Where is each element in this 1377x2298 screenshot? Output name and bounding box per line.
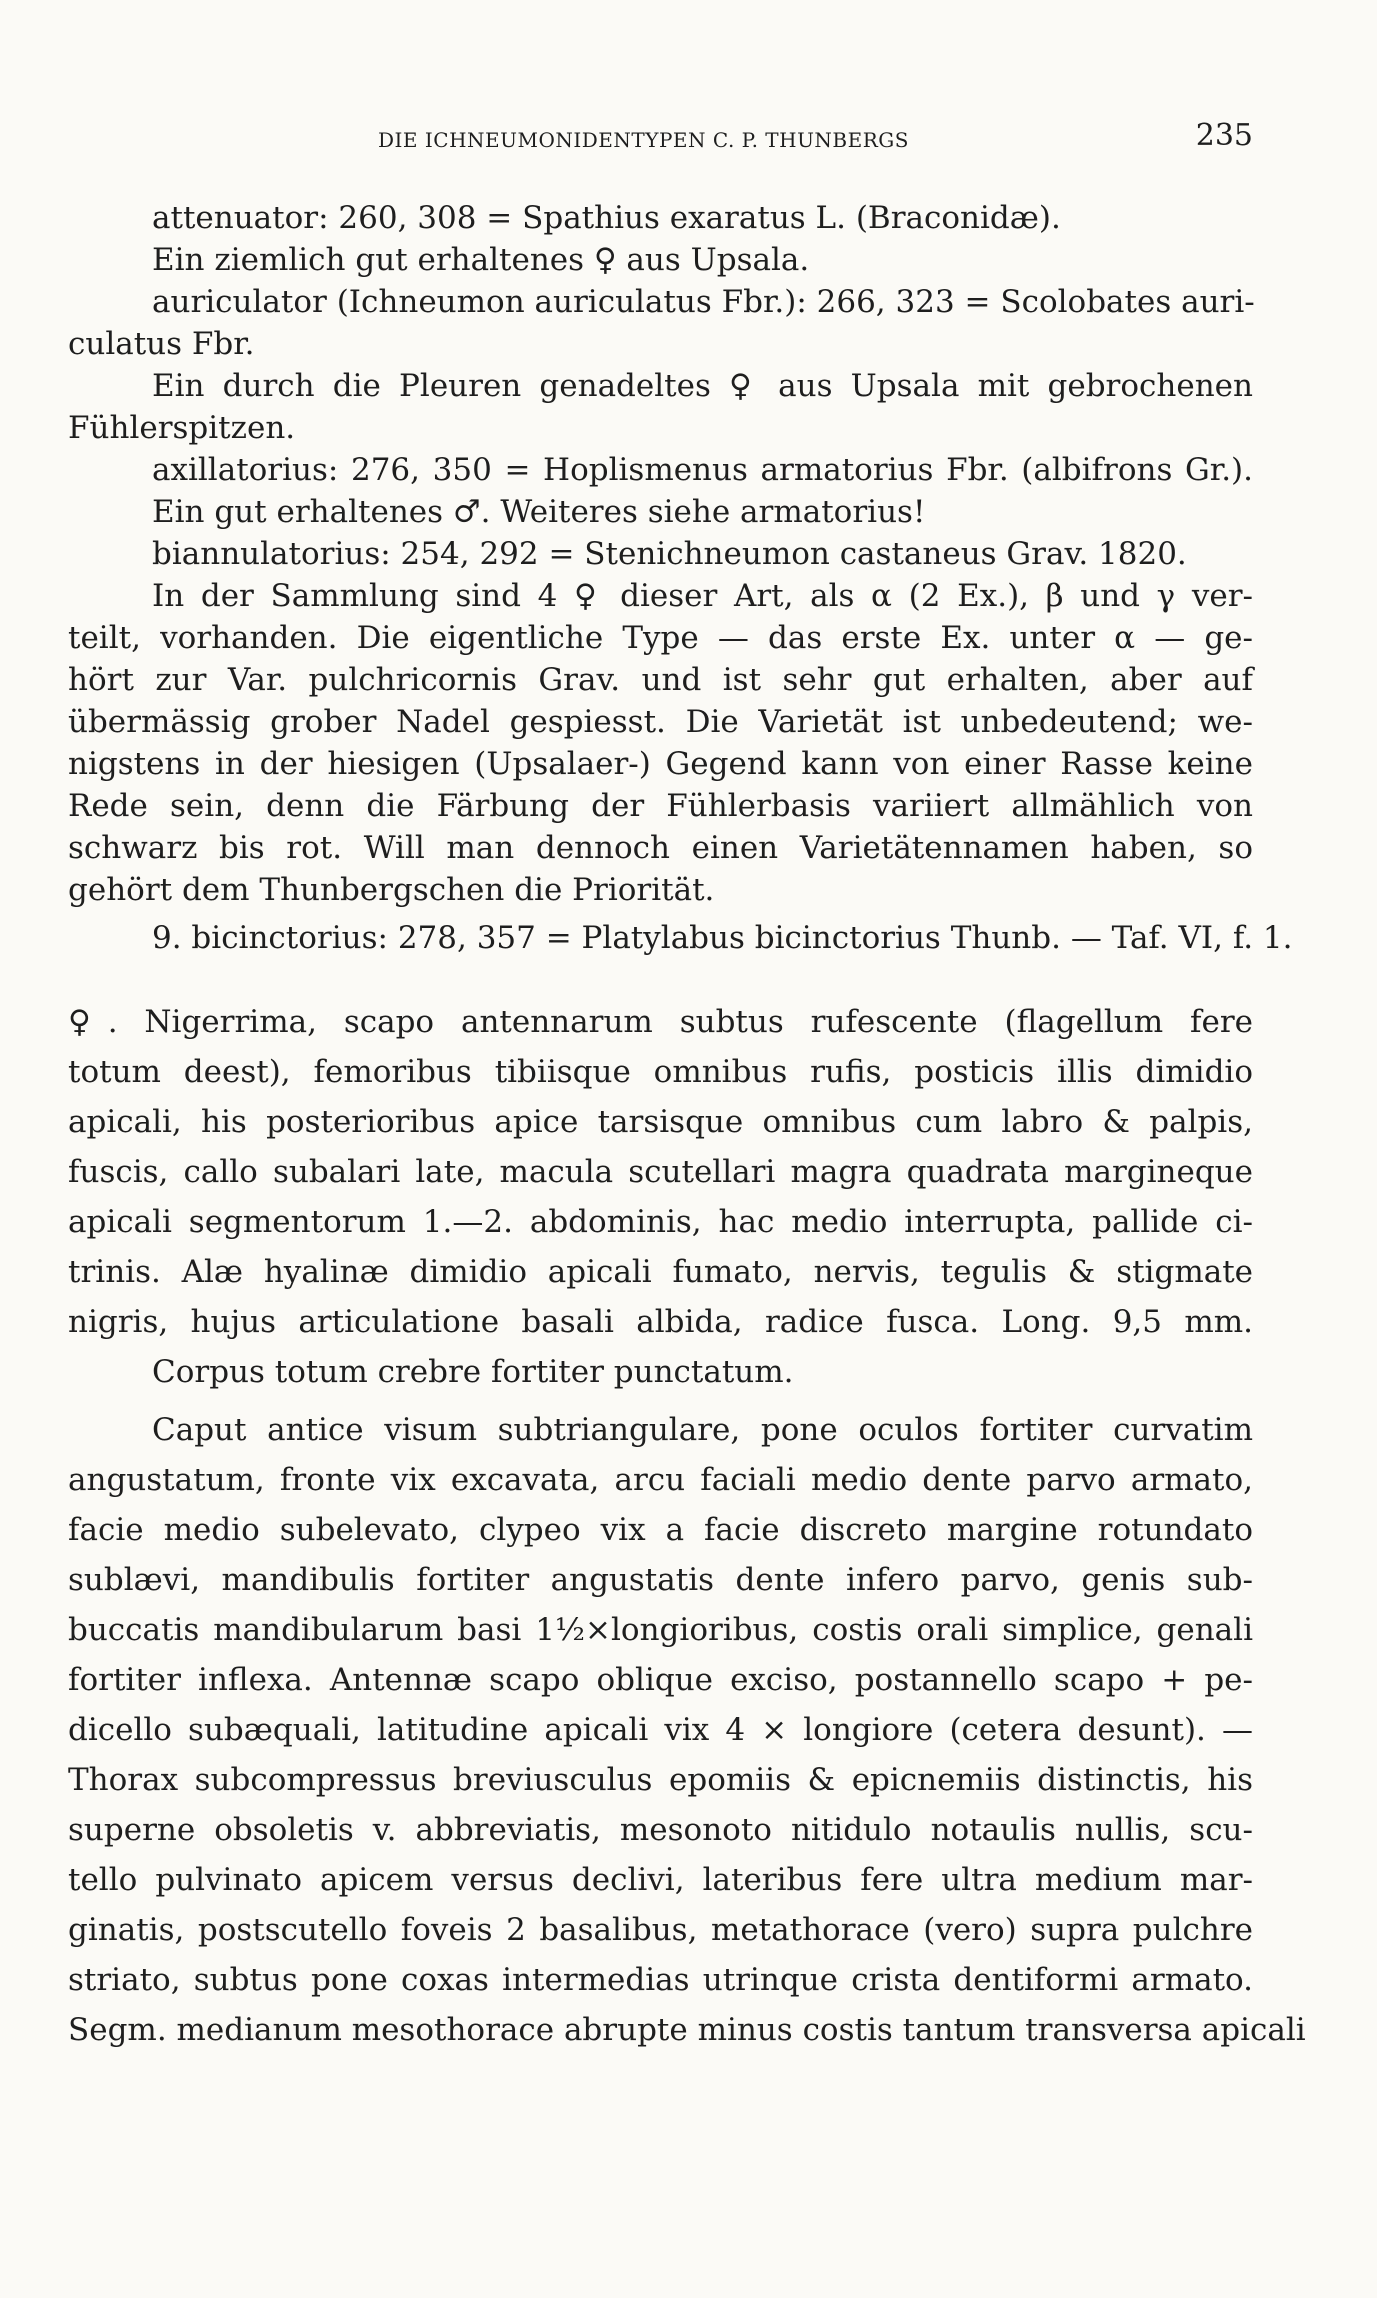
running-title: DIE ICHNEUMONIDENTYPEN C. P. THUNBERGS: [378, 128, 909, 152]
text-line: Segm. medianum mesothorace abrupte minus costis tantum transversa apicali: [68, 2012, 1306, 2048]
text-line: Ein gut erhaltenes ♂. Weiteres siehe armatorius!: [152, 494, 926, 530]
text-line: hört zur Var. pulchricornis Grav. und ist sehr gut erhalten, aber auf: [68, 662, 1253, 698]
text-line: fortiter inflexa. Antennæ scapo oblique exciso, postannello scapo + pe-: [68, 1662, 1253, 1698]
text-line: auriculator (Ichneumon auriculatus Fbr.): 266, 323 = Scolobates auri-: [152, 284, 1255, 320]
text-line: angustatum, fronte vix excavata, arcu faciali medio dente parvo armato,: [68, 1462, 1253, 1498]
text-line: Ein ziemlich gut erhaltenes ♀ aus Upsala.: [152, 242, 810, 278]
text-line: Caput antice visum subtriangulare, pone oculos fortiter curvatim: [152, 1412, 1253, 1448]
text-line: Ein durch die Pleuren genadeltes ♀ aus Upsala mit gebrochenen: [152, 368, 1253, 404]
text-line: axillatorius: 276, 350 = Hoplismenus armatorius Fbr. (albifrons Gr.).: [152, 452, 1253, 488]
text-line: apicali segmentorum 1.—2. abdominis, hac medio interrupta, pallide ci-: [68, 1204, 1253, 1240]
text-line: trinis. Alæ hyalinæ dimidio apicali fumato, nervis, tegulis & stigmate: [68, 1254, 1253, 1290]
text-line: ginatis, postscutello foveis 2 basalibus, metathorace (vero) supra pulchre: [68, 1912, 1253, 1948]
text-line: biannulatorius: 254, 292 = Stenichneumon castaneus Grav. 1820.: [152, 536, 1187, 572]
page-header: [68, 118, 1253, 158]
text-line: totum deest), femoribus tibiisque omnibus rufis, posticis illis dimidio: [68, 1054, 1253, 1090]
text-line: culatus Fbr.: [68, 326, 255, 362]
page-number: 235: [1195, 118, 1253, 153]
text-line: Thorax subcompressus breviusculus epomiis & epicnemiis distinctis, his: [68, 1762, 1253, 1798]
text-line: teilt, vorhanden. Die eigentliche Type — das erste Ex. unter α — ge-: [68, 620, 1253, 656]
text-line: nigris, hujus articulatione basali albida, radice fusca. Long. 9,5 mm.: [68, 1304, 1253, 1340]
text-line: fuscis, callo subalari late, macula scutellari magra quadrata margineque: [68, 1154, 1253, 1190]
text-line: tello pulvinato apicem versus declivi, lateribus fere ultra medium mar-: [68, 1862, 1253, 1898]
text-line: attenuator: 260, 308 = Spathius exaratus L. (Braconidæ).: [152, 200, 1061, 236]
text-line: schwarz bis rot. Will man dennoch einen Varietätennamen haben, so: [68, 830, 1253, 866]
text-line: facie medio subelevato, clypeo vix a facie discreto margine rotundato: [68, 1512, 1253, 1548]
text-line: striato, subtus pone coxas intermedias utrinque crista dentiformi armato.: [68, 1962, 1253, 1998]
text-line: dicello subæquali, latitudine apicali vix 4 × longiore (cetera desunt). —: [68, 1712, 1253, 1748]
text-line: 9. bicinctorius: 278, 357 = Platylabus bicinctorius Thunb. — Taf. VI, f. 1.: [152, 920, 1293, 956]
text-line: Fühlerspitzen.: [68, 410, 296, 446]
text-line: buccatis mandibularum basi 1½×longioribus, costis orali simplice, genali: [68, 1612, 1253, 1648]
text-line: übermässig grober Nadel gespiesst. Die Varietät ist unbedeutend; we-: [68, 704, 1253, 740]
text-line: apicali, his posterioribus apice tarsisque omnibus cum labro & palpis,: [68, 1104, 1253, 1140]
text-line: ♀. Nigerrima, scapo antennarum subtus rufescente (flagellum fere: [68, 1004, 1253, 1040]
text-line: Rede sein, denn die Färbung der Fühlerbasis variiert allmählich von: [68, 788, 1253, 824]
text-line: sublævi, mandibulis fortiter angustatis dente infero parvo, genis sub-: [68, 1562, 1253, 1598]
text-line: nigstens in der hiesigen (Upsalaer-) Gegend kann von einer Rasse keine: [68, 746, 1253, 782]
text-line: In der Sammlung sind 4 ♀ dieser Art, als α (2 Ex.), β und γ ver-: [152, 578, 1253, 614]
text-line: Corpus totum crebre fortiter punctatum.: [152, 1354, 794, 1390]
text-line: gehört dem Thunbergschen die Priorität.: [68, 872, 715, 908]
text-line: superne obsoletis v. abbreviatis, mesonoto nitidulo notaulis nullis, scu-: [68, 1812, 1253, 1848]
